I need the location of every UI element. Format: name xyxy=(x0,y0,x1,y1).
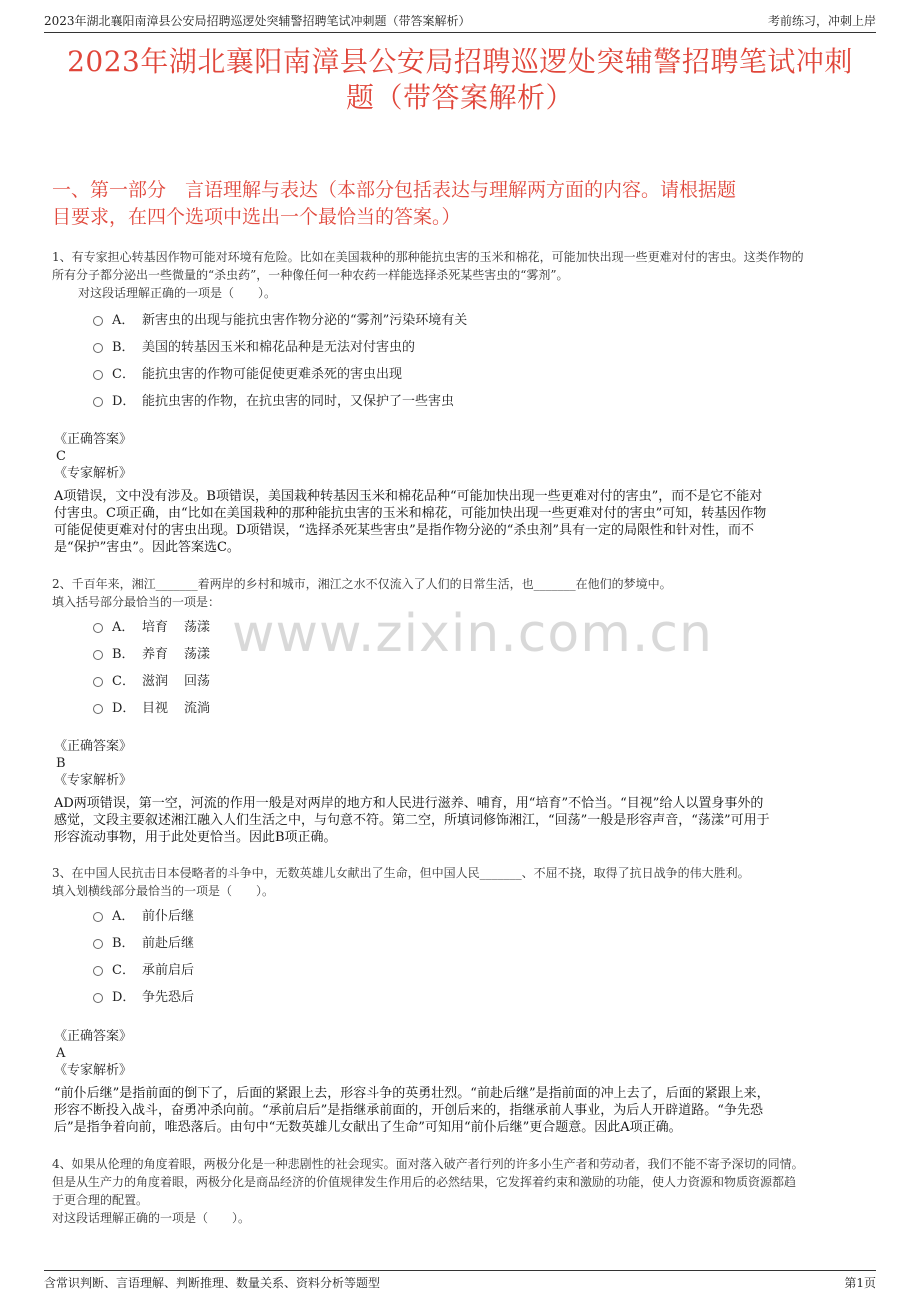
question-3-analysis xyxy=(54,1085,876,1136)
analysis-line: “前仆后继”是指前面的倒下了，后面的紧跟上去，形容斗争的英勇壮烈。“前赴后继”是指前面的冲上去了，后面的紧跟上来， xyxy=(54,1086,770,1101)
question-4-stem-line-3: 于更合理的配置。 xyxy=(52,1193,149,1207)
question-2-answer xyxy=(54,738,876,789)
question-2-option-c[interactable] xyxy=(93,669,210,689)
radio-icon[interactable] xyxy=(93,993,103,1003)
question-4-prompt: 对这段话理解正确的一项是（ ）。 xyxy=(52,1211,251,1225)
question-3-prompt: 填入划横线部分最恰当的一项是（ ）。 xyxy=(52,884,275,898)
question-2-option-a[interactable] xyxy=(93,615,210,635)
header-doc-title: 2023年湖北襄阳南漳县公安局招聘巡逻处突辅警招聘笔试冲刺题（带答案解析） xyxy=(44,14,471,28)
question-1-stem-line-1: 1、有专家担心转基因作物可能对环境有危险。比如在美国栽种的那种能抗虫害的玉米和棉花，可能加快出现一些更难对付的害虫。这类作物的 xyxy=(52,250,804,264)
question-3-option-a[interactable] xyxy=(93,904,194,924)
analysis-line: 感觉，文段主要叙述湘江融入人们生活之中，与句意不符。第二空，所填词修饰湘江，“回荡”一般是形容声音，“荡漾”可用于 xyxy=(54,813,770,828)
question-1-option-b[interactable] xyxy=(93,335,415,355)
option-letter: A． xyxy=(112,908,135,924)
radio-icon[interactable] xyxy=(93,343,103,353)
radio-icon[interactable] xyxy=(93,650,103,660)
page-number: 第1页 xyxy=(844,1276,876,1290)
question-1-answer xyxy=(54,431,876,482)
analysis-line: 付害虫。C项正确，由“比如在美国栽种的那种能抗虫害的玉米和棉花，可能加快出现一些更难对付的害虫”可知，转基因作物 xyxy=(54,506,767,521)
option-letter: A． xyxy=(112,619,135,635)
radio-icon[interactable] xyxy=(93,966,103,976)
analysis-line: 形容流动事物，用于此处更恰当。因此B项正确。 xyxy=(54,830,337,845)
analysis-line: 形容不断投入战斗，奋勇冲杀向前。“承前启后”是指继承前面的，开创后来的，指继承前人事业，为后人开辟道路。“争先恐 xyxy=(54,1103,763,1118)
radio-icon[interactable] xyxy=(93,623,103,633)
question-4-stem xyxy=(52,1155,876,1227)
question-1-stem-line-2: 所有分子都分泌出一些微量的“杀虫药”，一种像任何一种农药一样能选择杀死某些害虫的“雾剂”。 xyxy=(52,268,569,282)
answer-label: 《正确答案》 xyxy=(54,1029,133,1044)
question-2-option-b[interactable] xyxy=(93,642,210,662)
watermark: www.zixin.com.cn xyxy=(232,604,713,664)
option-word-2: 荡漾 xyxy=(184,619,211,635)
question-3-stem xyxy=(52,864,876,900)
section-heading-line-1: 一、第一部分 言语理解与表达（本部分包括表达与理解两方面的内容。请根据题 xyxy=(52,179,737,201)
question-1-option-c[interactable] xyxy=(93,362,402,382)
radio-icon[interactable] xyxy=(93,397,103,407)
radio-icon[interactable] xyxy=(93,370,103,380)
analysis-line: AD两项错误，第一空，河流的作用一般是对两岸的地方和人民进行滋养、哺育，用“培育”不恰当。“目视”给人以置身事外的 xyxy=(54,796,764,811)
radio-icon[interactable] xyxy=(93,316,103,326)
radio-icon[interactable] xyxy=(93,677,103,687)
question-1-stem xyxy=(52,248,876,302)
option-text: 承前启后 xyxy=(142,962,195,978)
analysis-label: 《专家解析》 xyxy=(54,1063,133,1078)
question-2-prompt: 填入括号部分最恰当的一项是： xyxy=(52,595,221,609)
option-letter: B． xyxy=(112,339,135,355)
answer-value: C xyxy=(56,449,66,464)
option-word-1: 培育 xyxy=(142,619,169,635)
radio-icon[interactable] xyxy=(93,704,103,714)
option-letter: C． xyxy=(112,366,135,382)
option-letter: C． xyxy=(112,962,135,978)
option-text: 前仆后继 xyxy=(142,908,195,924)
radio-icon[interactable] xyxy=(93,912,103,922)
option-text: 争先恐后 xyxy=(142,989,195,1005)
footer-topics: 含常识判断、言语理解、判断推理、数量关系、资料分析等题型 xyxy=(44,1276,381,1290)
option-text: 美国的转基因玉米和棉花品种是无法对付害虫的 xyxy=(142,339,416,355)
analysis-line: 可能促使更难对付的害虫出现。D项错误，“选择杀死某些害虫”是指作物分泌的“杀虫剂”具有一定的局限性和针对性，而不 xyxy=(54,523,755,538)
option-word-2: 流淌 xyxy=(184,700,211,716)
option-letter: A． xyxy=(112,312,135,328)
question-1-option-d[interactable] xyxy=(93,389,454,409)
option-word-1: 养育 xyxy=(142,646,169,662)
header-slogan: 考前练习，冲刺上岸 xyxy=(767,14,876,28)
question-1-prompt: 对这段话理解正确的一项是（ ）。 xyxy=(78,286,277,300)
option-word-2: 回荡 xyxy=(184,673,211,689)
option-letter: D． xyxy=(112,393,136,409)
question-2-option-d[interactable] xyxy=(93,696,210,716)
answer-label: 《正确答案》 xyxy=(54,432,133,447)
option-text: 能抗虫害的作物，在抗虫害的同时，又保护了一些害虫 xyxy=(142,393,455,409)
document-title-line-1: 2023年湖北襄阳南漳县公安局招聘巡逻处突辅警招聘笔试冲刺 xyxy=(67,45,853,78)
question-2-stem-line-1: 2、千百年来，湘江_______着两岸的乡村和城市，湘江之水不仅流入了人们的日常生活，也_______在他们的梦境中。 xyxy=(52,577,672,591)
section-heading xyxy=(52,177,876,231)
question-1-analysis xyxy=(54,488,876,556)
page-footer xyxy=(44,1270,876,1292)
question-1-option-a[interactable] xyxy=(93,308,467,328)
option-letter: D． xyxy=(112,989,136,1005)
option-word-1: 目视 xyxy=(142,700,169,716)
option-letter: B． xyxy=(112,646,135,662)
analysis-line: A项错误，文中没有涉及。B项错误，美国栽种转基因玉米和棉花品种“可能加快出现一些更难对付的害虫”，而不是它不能对 xyxy=(54,489,763,504)
question-4-stem-line-1: 4、如果从伦理的角度着眼，两极分化是一种悲剧性的社会现实。面对落入破产者行列的许多小生产者和劳动者，我们不能不寄予深切的同情。 xyxy=(52,1157,804,1171)
analysis-label: 《专家解析》 xyxy=(54,773,133,788)
answer-label: 《正确答案》 xyxy=(54,739,133,754)
question-3-option-c[interactable] xyxy=(93,958,194,978)
question-3-answer xyxy=(54,1028,876,1079)
analysis-line: 是“保护”害虫”。因此答案选C。 xyxy=(54,540,240,555)
page-header xyxy=(44,12,876,33)
answer-value: A xyxy=(56,1046,66,1061)
radio-icon[interactable] xyxy=(93,939,103,949)
option-text: 前赴后继 xyxy=(142,935,195,951)
section-heading-line-2: 目要求，在四个选项中选出一个最恰当的答案。） xyxy=(52,206,461,228)
question-4-stem-line-2: 但是从生产力的角度着眼，两极分化是商品经济的价值规律发生作用后的必然结果，它发挥着约束和激励的功能，使人力资源和物质资源都趋 xyxy=(52,1175,797,1189)
answer-value: B xyxy=(56,756,66,771)
question-3-option-b[interactable] xyxy=(93,931,194,951)
question-3-stem-line-1: 3、在中国人民抗击日本侵略者的斗争中，无数英雄儿女献出了生命，但中国人民_______、不屈不挠，取得了抗日战争的伟大胜利。 xyxy=(52,866,750,880)
analysis-label: 《专家解析》 xyxy=(54,466,133,481)
option-letter: B． xyxy=(112,935,135,951)
question-2-analysis xyxy=(54,795,876,846)
option-text: 能抗虫害的作物可能促使更难杀死的害虫出现 xyxy=(142,366,403,382)
option-letter: D． xyxy=(112,700,136,716)
option-word-2: 荡漾 xyxy=(184,646,211,662)
option-word-1: 滋润 xyxy=(142,673,169,689)
option-text: 新害虫的出现与能抗虫害作物分泌的“雾剂”污染环境有关 xyxy=(142,312,468,328)
document-title-line-2: 题（带答案解析） xyxy=(345,81,574,114)
analysis-line: 后”是指争着向前，唯恐落后。由句中“无数英雄儿女献出了生命”可知用“前仆后继”更合题意。因此A项正确。 xyxy=(54,1120,682,1135)
question-3-option-d[interactable] xyxy=(93,985,194,1005)
document-title xyxy=(44,44,876,116)
option-letter: C． xyxy=(112,673,135,689)
